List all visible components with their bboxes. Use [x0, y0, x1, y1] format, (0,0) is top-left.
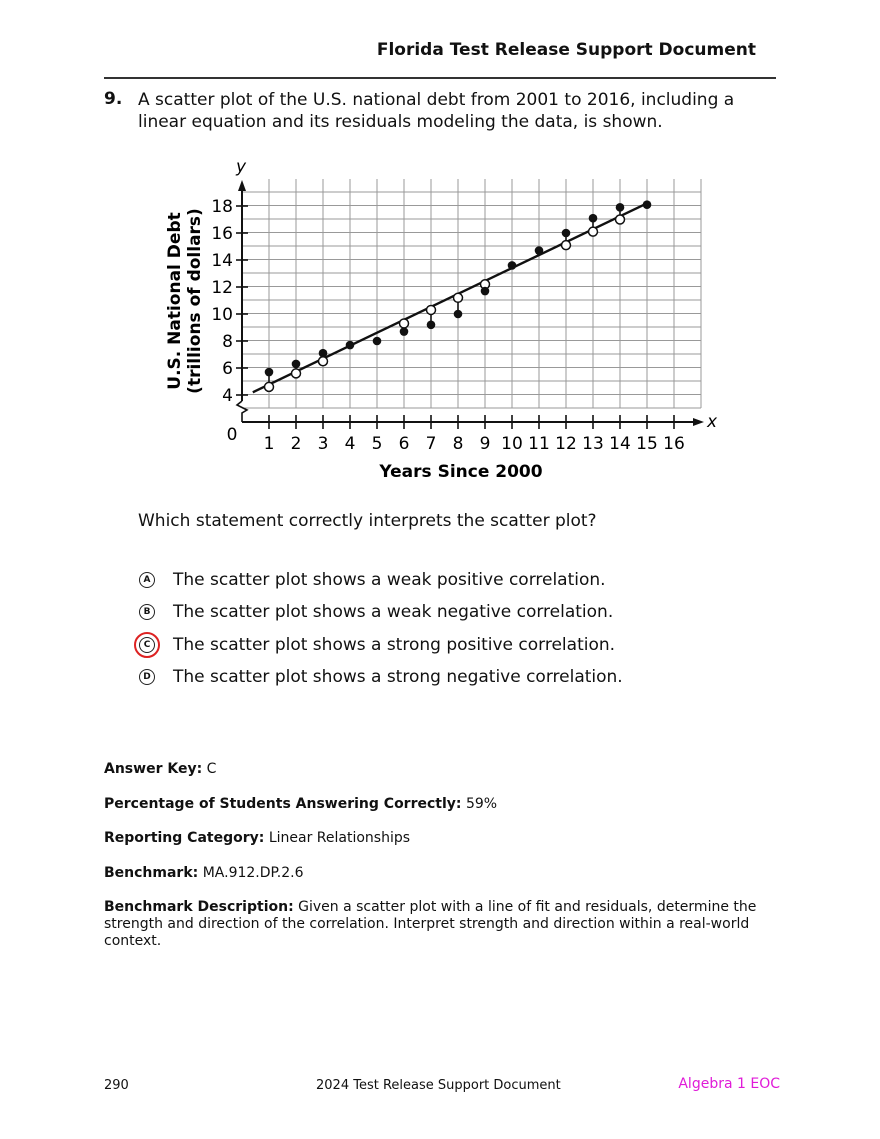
axis-break-zigzag: [237, 401, 247, 422]
choice-d[interactable]: [138, 665, 623, 689]
y-tick-label: 16: [211, 224, 233, 244]
actual-point: [427, 321, 436, 330]
choice-d-bubble[interactable]: D: [139, 669, 155, 685]
x-axis-letter: x: [706, 412, 718, 432]
predicted-point: [265, 382, 274, 391]
choice-c-bubble-selected[interactable]: C: [139, 637, 155, 653]
predicted-point: [400, 319, 409, 328]
reporting-category-value: Linear Relationships: [268, 830, 411, 846]
actual-point: [265, 368, 274, 377]
choice-a-text: The scatter plot shows a weak positive correlation.: [173, 570, 606, 590]
answer-key-value: C: [206, 761, 217, 777]
actual-point: [481, 287, 490, 296]
question-prompt: Which statement correctly interprets the scatter plot?: [138, 511, 597, 531]
x-axis-arrow: [693, 418, 704, 426]
y-tick-label: 18: [211, 197, 233, 217]
actual-point: [508, 261, 517, 270]
actual-point: [292, 360, 301, 369]
benchmark-label: Benchmark:: [104, 865, 199, 881]
x-tick-label: 6: [398, 434, 410, 454]
y-tick-label: 4: [222, 386, 233, 406]
y-tick-label: 8: [222, 332, 233, 352]
benchmark-description: [104, 899, 764, 950]
percentage-label: Percentage of Students Answering Correctly:: [104, 796, 462, 812]
footer-course: Algebra 1 EOC: [678, 1076, 780, 1092]
predicted-point: [454, 293, 463, 302]
choice-d-text: The scatter plot shows a strong negative correlation.: [173, 667, 623, 687]
choice-b[interactable]: [138, 600, 613, 624]
choice-c[interactable]: [138, 633, 615, 657]
actual-point: [616, 203, 625, 212]
x-tick-label: 3: [317, 434, 329, 454]
x-tick-label: 10: [501, 434, 523, 454]
actual-point: [535, 246, 544, 255]
y-axis-letter: y: [235, 157, 247, 177]
actual-point: [643, 200, 652, 209]
document-header-title: Florida Test Release Support Document: [376, 40, 756, 60]
reporting-category-label: Reporting Category:: [104, 830, 265, 846]
footer-document-title: 2024 Test Release Support Document: [316, 1078, 561, 1093]
actual-point: [319, 349, 328, 358]
y-axis-title-line2: (trillions of dollars): [185, 208, 205, 394]
x-tick-label: 7: [425, 434, 437, 454]
benchmark-description-text: Given a scatter plot with a line of fit and residuals, determine the strength and direction of the correlation. Interpret strength and direction within a real-world context.: [104, 899, 757, 949]
origin-label: 0: [226, 425, 238, 445]
predicted-point: [292, 369, 301, 378]
actual-point: [589, 214, 598, 223]
benchmark-description-label: Benchmark Description:: [104, 899, 294, 915]
actual-point: [562, 229, 571, 238]
x-tick-label: 8: [452, 434, 464, 454]
predicted-point: [427, 305, 436, 314]
scatter-plot: [0, 0, 880, 500]
y-tick-label: 6: [222, 359, 233, 379]
y-tick-label: 10: [211, 305, 233, 325]
x-tick-label: 13: [582, 434, 604, 454]
y-tick-label: 14: [211, 251, 233, 271]
choice-c-text: The scatter plot shows a strong positive correlation.: [173, 635, 616, 655]
x-tick-label: 5: [371, 434, 383, 454]
chart-grid: [242, 179, 701, 408]
x-tick-label: 14: [609, 434, 631, 454]
benchmark-line: [104, 865, 764, 882]
actual-point: [346, 341, 355, 350]
reporting-category-line: [104, 830, 764, 847]
actual-point: [400, 327, 409, 336]
predicted-point: [319, 357, 328, 366]
answer-key-label: Answer Key:: [104, 761, 203, 777]
choice-b-bubble[interactable]: B: [139, 604, 155, 620]
x-tick-label: 12: [555, 434, 577, 454]
actual-point: [454, 310, 463, 319]
x-tick-label: 1: [263, 434, 275, 454]
chart-axes: [236, 180, 704, 429]
choice-b-text: The scatter plot shows a weak negative correlation.: [173, 602, 614, 622]
answer-key-line: [104, 761, 764, 778]
y-tick-label: 12: [211, 278, 233, 298]
x-tick-label: 4: [344, 434, 356, 454]
question-text: A scatter plot of the U.S. national debt from 2001 to 2016, including a linear equation and its residuals modeling the data, is shown.: [138, 90, 735, 132]
x-axis-title: Years Since 2000: [379, 462, 543, 482]
x-tick-label: 9: [479, 434, 491, 454]
x-tick-label: 2: [290, 434, 302, 454]
x-tick-label: 11: [528, 434, 550, 454]
y-axis-arrow: [238, 180, 246, 191]
x-tick-label: 15: [636, 434, 658, 454]
x-tick-label: 16: [663, 434, 685, 454]
actual-point: [373, 337, 382, 346]
predicted-point: [562, 241, 571, 250]
benchmark-value: MA.912.DP.2.6: [202, 865, 304, 881]
predicted-point: [589, 227, 598, 236]
y-axis-title-line1: U.S. National Debt: [165, 212, 185, 390]
choice-a-bubble[interactable]: A: [139, 572, 155, 588]
question-number: 9.: [104, 89, 123, 109]
predicted-point: [616, 215, 625, 224]
percentage-line: [104, 796, 764, 813]
page-number: 290: [104, 1078, 129, 1093]
percentage-value: 59%: [465, 796, 498, 812]
choice-a[interactable]: [138, 568, 606, 592]
